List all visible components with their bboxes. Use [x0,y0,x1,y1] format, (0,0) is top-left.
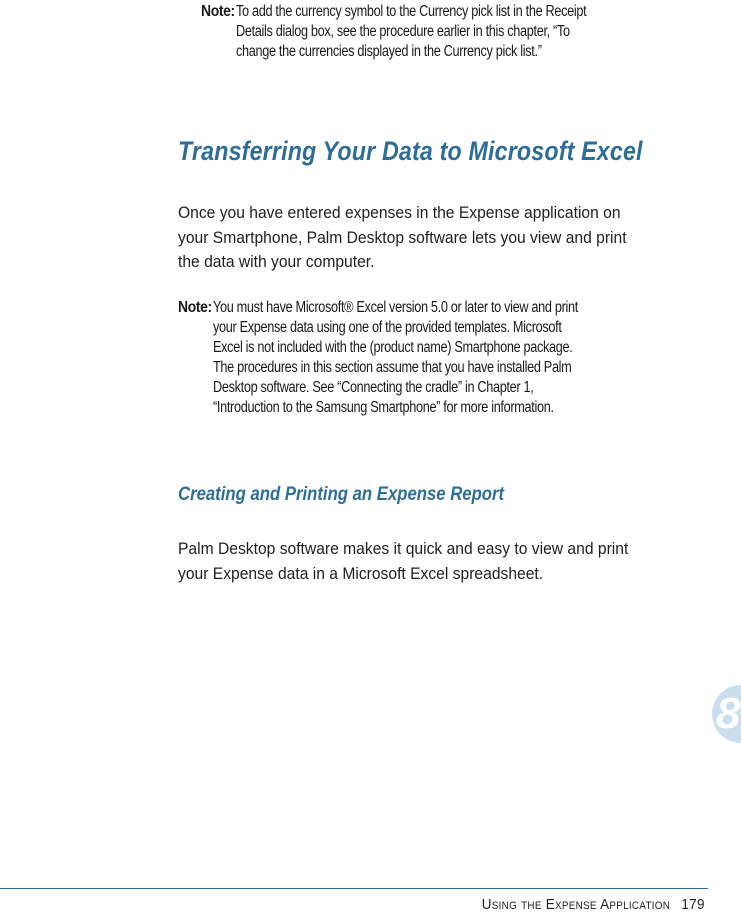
note-line: Excel is not included with the (product name) Smartphone package. [212,339,573,356]
note-currency [201,2,681,62]
note-row [178,298,678,418]
running-title: Using the Expense Application [482,896,671,913]
footer [482,896,705,913]
note-line: To add the currency symbol to the Currency pick list in the Receipt [235,3,586,20]
section-title: Transferring Your Data to Microsoft Excel [178,136,643,166]
footer-rule [0,888,708,889]
note-line: “Introduction to the Samsung Smartphone” for more information. [212,399,554,416]
page-number: 179 [681,896,705,913]
note-text [213,298,658,418]
note-line: change the currencies displayed in the Currency pick list.” [235,43,542,60]
section-paragraph [178,201,666,275]
note-line: your Expense data using one of the provided templates. Microsoft [212,319,562,336]
subsection-paragraph [178,537,667,586]
paragraph-line: Once you have entered expenses in the Expense application on [178,203,621,222]
paragraph-line: Palm Desktop software makes it quick and easy to view and print [178,539,629,558]
note-text [236,2,663,62]
note-line: Details dialog box, see the procedure earlier in this chapter, “To [235,23,570,40]
note-line: Desktop software. See “Connecting the cradle” in Chapter 1, [212,379,534,396]
note-label: Note: [178,299,212,316]
paragraph-line: your Expense data in a Microsoft Excel spreadsheet. [178,563,544,583]
note-line: You must have Microsoft® Excel version 5.0 or later to view and print [212,299,578,316]
note-line: The procedures in this section assume that you have installed Palm [212,359,572,376]
note-label: Note: [201,3,235,20]
chapter-tab-number: 8 [716,689,741,738]
paragraph-line: your Smartphone, Palm Desktop software lets you view and print [178,227,627,247]
subsection-title: Creating and Printing an Expense Report [178,484,505,505]
note-excel-requirements [178,298,678,418]
note-row [201,2,681,62]
paragraph-line: the data with your computer. [178,252,375,271]
